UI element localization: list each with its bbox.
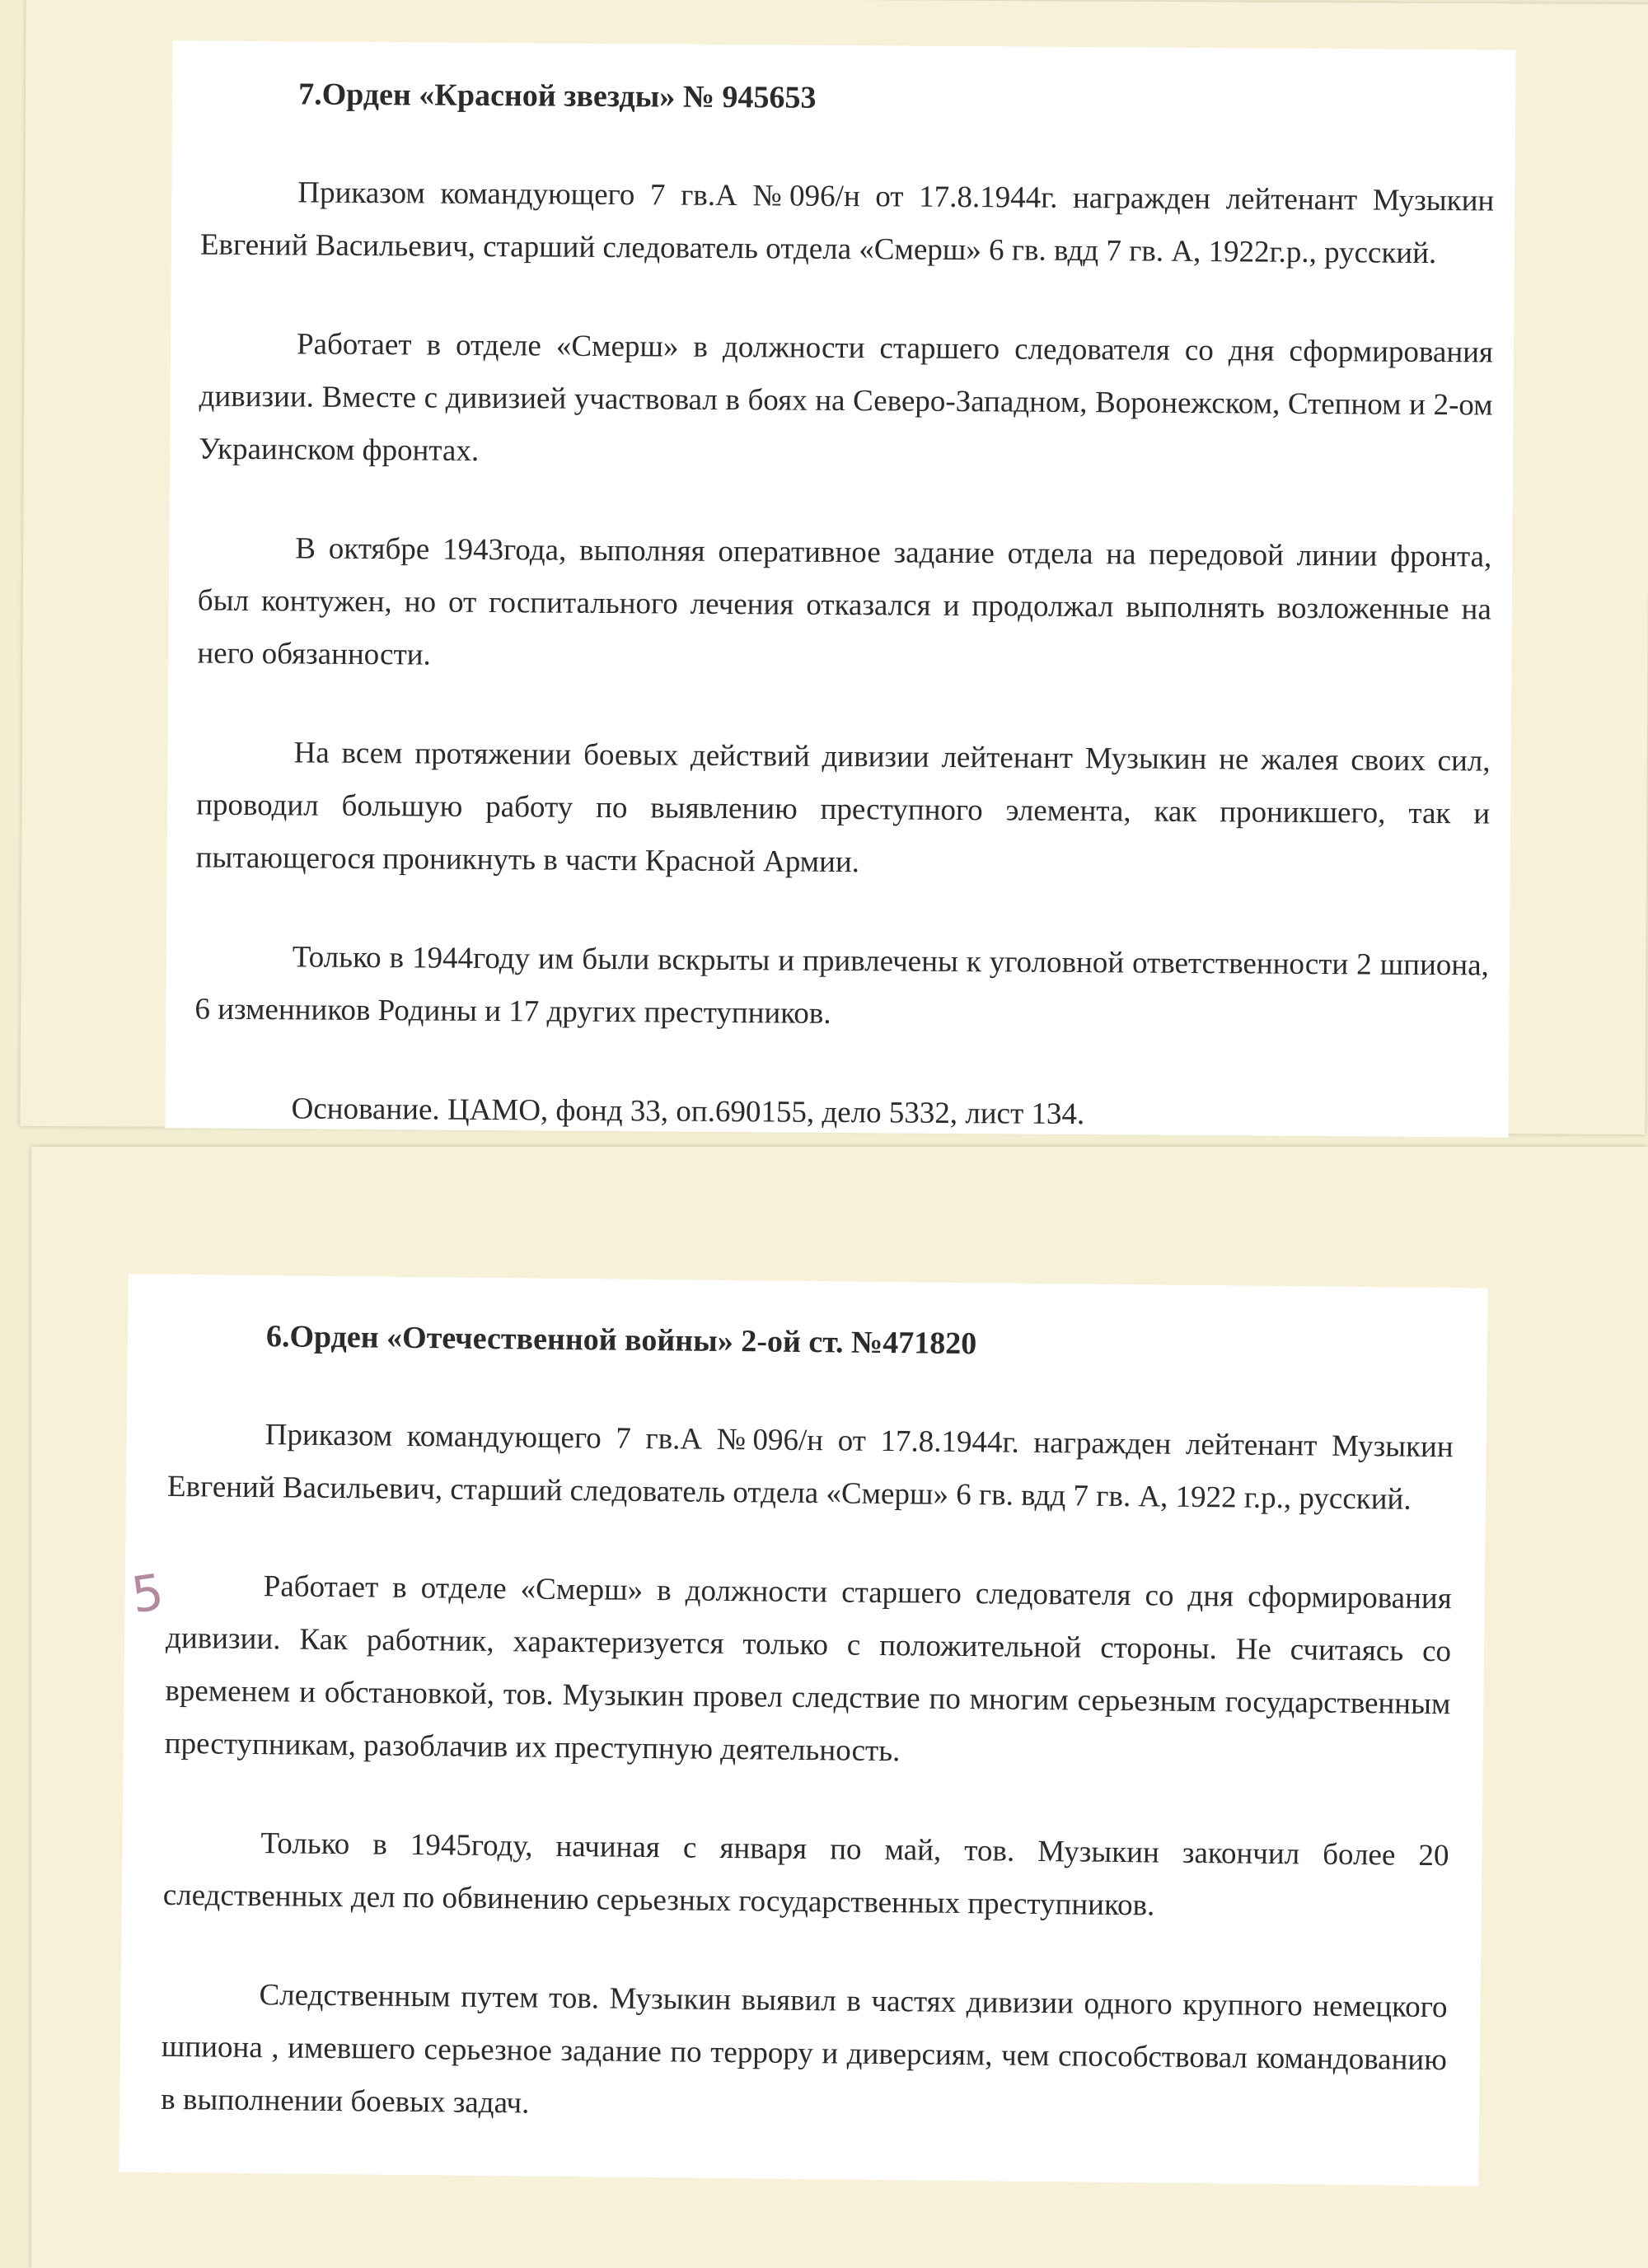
top-paragraph-1: Приказом командующего 7 гв.А №096/н от 17.8.1944г. награжден лейтенант Музыкин Евгений Васильевич, старший следователь отдела «Смерш» 6 гв. вдд 7 гв. А, 1922г.р., русский. xyxy=(199,175,1495,271)
bottom-paragraph-1: Приказом командующего 7 гв.А №096/н от 17.8.1944г. награжден лейтенант Музыкин Евгений Васильевич, старший следователь отдела «Смерш» 6 гв. вдд 7 гв. А, 1922 г.р., русский. xyxy=(166,1418,1454,1517)
top-paragraph-4: На всем протяжении боевых действий дивизии лейтенант Музыкин не жалея своих сил, проводил большую работу по выявлению преступного элемента, как проникшего, так и пытающегося проникнуть в части Красной Армии. xyxy=(195,736,1491,880)
bottom-document-title: 6.Орден «Отечественной войны» 2-ой ст. №471820 xyxy=(265,1319,977,1362)
top-document-title: 7.Орден «Красной звезды» № 945653 xyxy=(298,77,817,115)
top-paragraph-3: В октябре 1943года, выполняя оперативное задание отдела на передовой линии фронта, был контужен, но от госпитального лечения отказался и продолжал выполнять возложенные на него обязанности. xyxy=(197,531,1492,672)
bottom-paragraph-2: Работает в отделе «Смерш» в должности старшего следователя со дня сформирования дивизии. Как работник, характеризуется только с положительной стороны. Не считаясь со временем и обстановкой, тов. Музыкин провел следствие по многим серьезным государственным преступникам, разоблачив их преступную деятельность. xyxy=(164,1569,1452,1769)
top-paragraph-2: Работает в отделе «Смерш» в должности старшего следователя со дня сформирования дивизии. Вместе с дивизией участвовал в боях на Северо-Западном, Воронежском, Степном и 2-ом Украинском фронтах. xyxy=(199,327,1494,468)
handwritten-page-mark: 5 xyxy=(128,1563,167,1625)
top-paragraph-6: Основание. ЦАМО, фонд 33, оп.690155, дело 5332, лист 134. xyxy=(291,1092,1085,1132)
bottom-paragraph-3: Только в 1945году, начиная с января по май, тов. Музыкин закончил более 20 следственных дел по обвинению серьезных государственных преступников. xyxy=(162,1826,1449,1923)
top-document-sheet xyxy=(165,40,1515,1137)
bottom-paragraph-4: Следственным путем тов. Музыкин выявил в частях дивизии одного крупного немецкого шпиона , имевшего серьезное задание по террору и диверсиям, чем способствовал командованию в выполнении боевых задач. xyxy=(161,1978,1448,2121)
bottom-document-sheet xyxy=(119,1274,1487,2186)
top-paragraph-5: Только в 1944году им были вскрыты и привлечены к уголовной ответственности 2 шпиона, 6 изменников Родины и 17 других преступников. xyxy=(194,940,1489,1031)
